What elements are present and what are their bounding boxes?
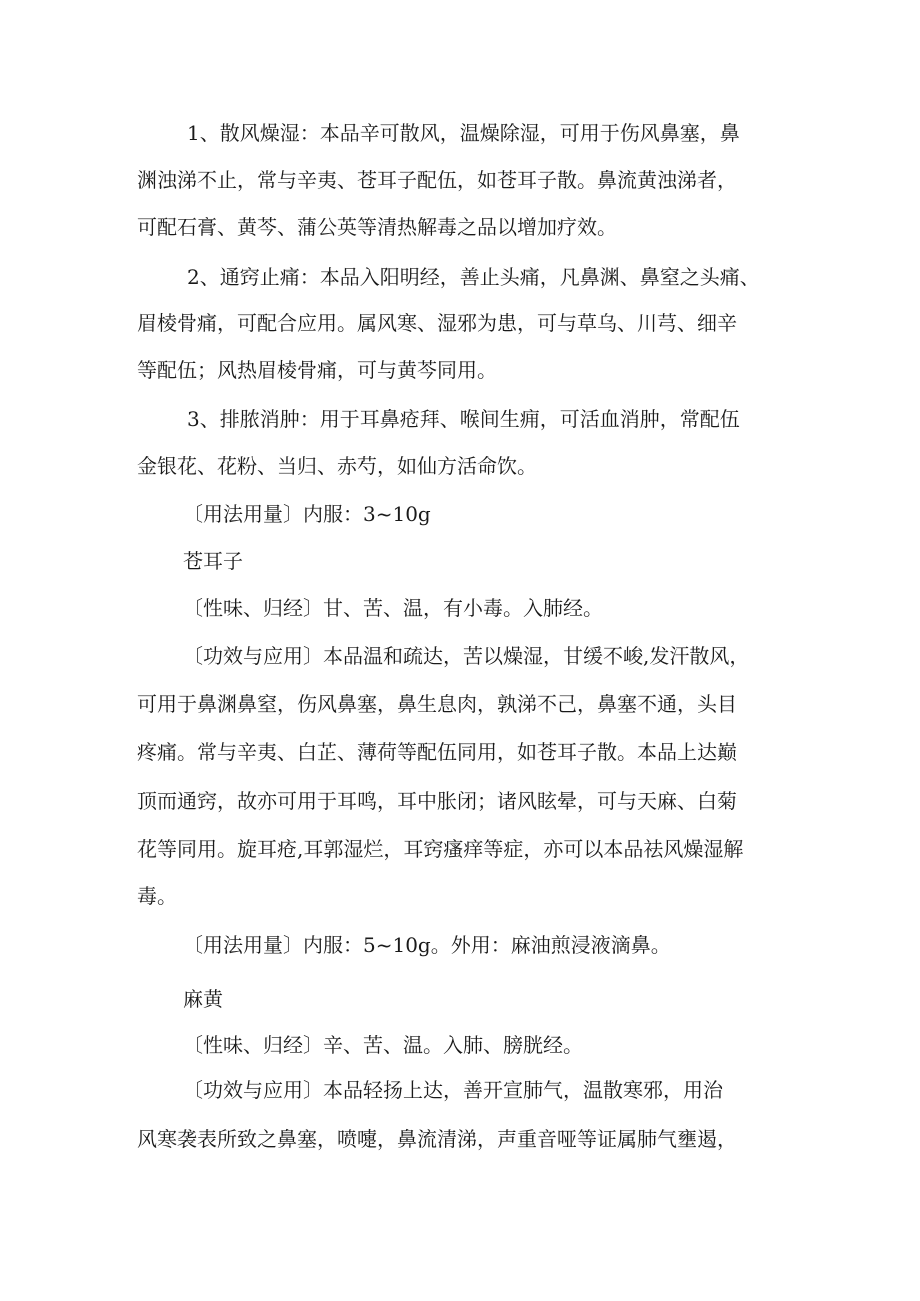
text-line: 可用于鼻渊鼻窒，伤风鼻塞，鼻生息肉，孰涕不己，鼻塞不通，头目	[137, 692, 737, 716]
text-line: 眉棱骨痛，可配合应用。属风寒、湿邪为患，可与草乌、川芎、细辛	[137, 311, 737, 335]
text-line: 风寒袭表所致之鼻塞，喷嚏，鼻流清涕，声重音哑等证属肺气壅遏，	[137, 1127, 737, 1151]
usage-dosage-line: 〔用法用量〕内服：3~10g	[183, 502, 431, 526]
text-line: 顶而通窍，故亦可用于耳鸣，耳中胀闭；诸风眩晕，可与天麻、白菊	[137, 789, 737, 813]
text-line: 3、排脓消肿：用于耳鼻疮拜、喉间生痈，可活血消肿，常配伍	[187, 407, 740, 431]
text-line: 1、散风燥湿：本品辛可散风，温燥除湿，可用于伤风鼻塞，鼻	[187, 121, 740, 145]
text-line: 〔功效与应用〕本品轻扬上达，善开宣肺气，温散寒邪，用治	[183, 1078, 723, 1102]
text-line: 疼痛。常与辛夷、白芷、薄荷等配伍同用，如苍耳子散。本品上达巅	[137, 740, 737, 764]
text-line: 〔功效与应用〕本品温和疏达，苦以燥湿，甘缓不峻,发汗散风，	[183, 644, 750, 668]
property-line: 〔性味、归经〕辛、苦、温。入肺、膀胱经。	[183, 1033, 583, 1057]
text-line: 渊浊涕不止，常与辛夷、苍耳子配伍，如苍耳子散。鼻流黄浊涕者，	[137, 168, 737, 192]
property-line: 〔性味、归经〕甘、苦、温，有小毒。入肺经。	[183, 596, 603, 620]
text-line: 2、通窍止痛：本品入阳明经，善止头痛，凡鼻渊、鼻窒之头痛、	[187, 265, 760, 289]
text-line: 金银花、花粉、当归、赤芍，如仙方活命饮。	[137, 454, 537, 478]
text-line: 可配石膏、黄芩、蒲公英等清热解毒之品以增加疗效。	[137, 215, 617, 239]
usage-dosage-line: 〔用法用量〕内服：5~10g。外用：麻油煎浸液滴鼻。	[183, 933, 671, 957]
herb-heading: 苍耳子	[183, 549, 243, 573]
text-line: 等配伍；风热眉棱骨痛，可与黄芩同用。	[137, 358, 497, 382]
herb-heading: 麻黄	[183, 987, 223, 1011]
text-line: 花等同用。旋耳疮,耳郭湿烂，耳窍瘙痒等症，亦可以本品祛风燥湿解	[137, 837, 744, 861]
text-line: 毒。	[137, 884, 177, 908]
